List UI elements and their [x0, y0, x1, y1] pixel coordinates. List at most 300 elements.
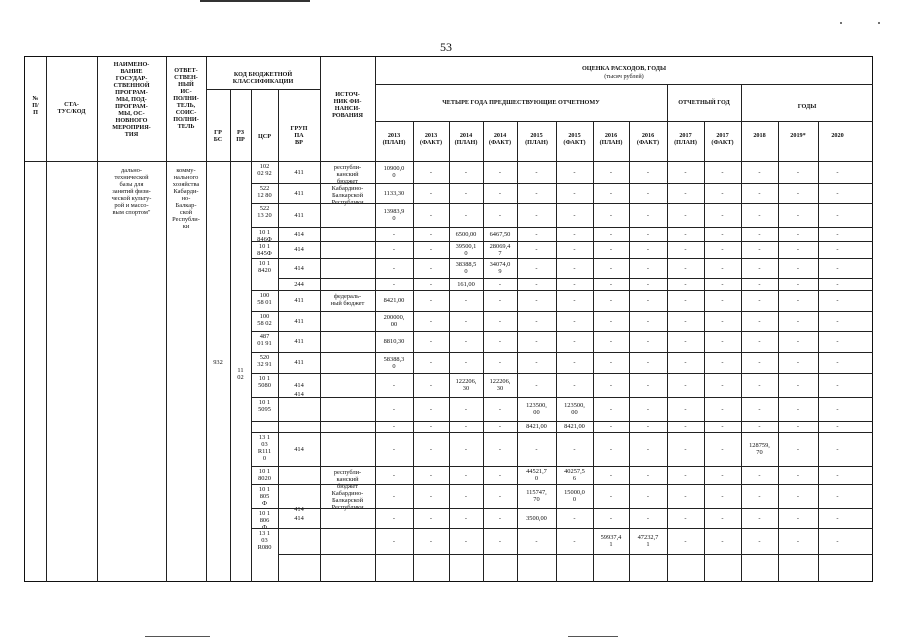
col-name-header: НАИМЕНО- ВАНИЕ ГОСУДАР- СТВЕННОЙ ПРОГРАМ- МЫ, ПОД- ПРОГРАМ- МЫ, ОС- НОВНОГО МЕРОПРИЯ- ТИЯ — [112, 61, 151, 138]
amount-cell: - — [498, 423, 502, 430]
amount-cell: - — [646, 492, 650, 500]
amount-cell: 34074,0 9 — [489, 261, 511, 275]
amount-cell: - — [429, 471, 433, 479]
amount-cell: - — [609, 280, 613, 288]
amount-cell: - — [836, 492, 839, 500]
amount-cell: - — [498, 471, 502, 479]
amount-cell: - — [392, 537, 396, 545]
amount-cell: 3500,00 — [526, 514, 547, 522]
amount-cell: - — [573, 359, 576, 366]
csr-code: 520 32 91 — [257, 354, 272, 368]
amount-cell: 40257,5 6 — [564, 468, 585, 482]
corner-dot — [840, 22, 842, 24]
grid-line — [251, 290, 278, 291]
col-estimate-header: ОЦЕНКА РАСХОДОВ, ГОДЫ — [581, 65, 667, 72]
amount-cell: - — [836, 280, 839, 288]
grid-line — [278, 203, 873, 204]
amount-cell: - — [429, 230, 433, 238]
amount-cell: - — [609, 471, 613, 479]
year-header: 2019* — [790, 132, 806, 139]
csr-code: 522 13 20 — [257, 205, 272, 219]
amount-cell: - — [429, 405, 433, 413]
amount-cell: - — [684, 264, 687, 272]
amount-cell: 8810,30 — [383, 338, 405, 345]
amount-cell: - — [758, 405, 761, 413]
amount-cell: 122206, 30 — [489, 378, 511, 392]
amount-cell: - — [684, 246, 687, 253]
amount-cell: - — [721, 359, 724, 366]
year-header: 2017 (ФАКТ) — [711, 132, 734, 146]
amount-cell: - — [464, 492, 468, 500]
amount-cell: 6500,00 — [455, 230, 477, 238]
amount-cell: - — [535, 359, 538, 366]
amount-cell: - — [721, 423, 724, 430]
vr-code: 414 — [294, 230, 304, 238]
grid-line — [251, 203, 278, 204]
grid-line — [251, 311, 278, 312]
amount-cell: - — [796, 317, 800, 325]
funding-source: федераль- ный бюджет — [330, 293, 365, 307]
vr-code: 414 — [294, 246, 304, 253]
amount-cell: - — [684, 230, 687, 238]
csr-code: 100 58 01 — [257, 292, 272, 306]
vr-code: 411 — [294, 297, 304, 304]
amount-cell: - — [796, 514, 800, 522]
amount-cell: - — [836, 405, 839, 413]
amount-cell: - — [392, 423, 396, 430]
amount-cell: - — [721, 514, 724, 522]
amount-cell: 10900,0 0 — [383, 165, 405, 179]
csr-code: 10 1 806 Ф — [258, 510, 271, 531]
amount-cell: - — [721, 381, 724, 389]
amount-cell: 1133,30 — [383, 189, 405, 197]
vr-code: 414 — [294, 445, 304, 453]
amount-cell: - — [646, 423, 650, 430]
grid-line — [251, 528, 278, 529]
amount-cell: - — [646, 338, 650, 345]
amount-cell: - — [609, 492, 613, 500]
amount-cell: - — [836, 211, 839, 219]
amount-cell: - — [721, 492, 724, 500]
grid-line — [251, 227, 278, 228]
amount-cell: - — [392, 471, 396, 479]
amount-cell: - — [464, 168, 468, 176]
amount-cell: - — [609, 514, 613, 522]
amount-cell: - — [573, 445, 576, 453]
page-number: 53 — [440, 40, 452, 54]
vr-code: 244 — [294, 280, 304, 288]
amount-cell: - — [684, 537, 687, 545]
grid-line — [278, 290, 873, 291]
amount-cell: - — [836, 514, 839, 522]
amount-cell: - — [721, 280, 724, 288]
amount-cell: - — [684, 381, 687, 389]
grid-line — [278, 528, 873, 529]
amount-cell: - — [758, 471, 761, 479]
amount-cell: - — [796, 471, 800, 479]
amount-cell: - — [609, 264, 613, 272]
bottom-edge-mark — [145, 636, 210, 637]
grid-line — [375, 84, 873, 85]
amount-cell: - — [535, 537, 538, 545]
year-header: 2014 (ФАКТ) — [488, 132, 512, 146]
amount-cell: 123500, 00 — [564, 402, 585, 416]
grid-line — [251, 241, 278, 242]
amount-cell: - — [573, 317, 576, 325]
year-header: 2013 (ФАКТ) — [419, 132, 443, 146]
amount-cell: - — [429, 246, 433, 253]
amount-cell: - — [429, 492, 433, 500]
amount-cell: - — [573, 297, 576, 304]
amount-cell: - — [796, 338, 800, 345]
amount-cell: - — [721, 189, 724, 197]
amount-cell: - — [498, 445, 502, 453]
amount-cell: - — [498, 280, 502, 288]
amount-cell: - — [498, 405, 502, 413]
amount-cell: - — [758, 297, 761, 304]
amount-cell: - — [796, 297, 800, 304]
amount-cell: - — [609, 381, 613, 389]
amount-cell: - — [464, 189, 468, 197]
grid-line — [278, 278, 873, 279]
amount-cell: - — [758, 537, 761, 545]
amount-cell: - — [573, 514, 576, 522]
amount-cell: - — [758, 317, 761, 325]
amount-cell: - — [392, 445, 396, 453]
amount-cell: - — [429, 317, 433, 325]
amount-cell: 115747, 70 — [526, 489, 547, 503]
amount-cell: - — [429, 514, 433, 522]
grid-line — [278, 331, 873, 332]
grid-line — [251, 161, 278, 162]
amount-cell: - — [836, 423, 839, 430]
amount-cell: - — [573, 246, 576, 253]
amount-cell: 28069,4 7 — [489, 242, 511, 257]
amount-cell: 128759, 70 — [749, 442, 770, 456]
amount-cell: - — [464, 471, 468, 479]
amount-cell: 200000, 00 — [383, 314, 405, 328]
amount-cell: 8421,00 — [526, 423, 547, 430]
year-header: 2020 — [831, 132, 844, 139]
amount-cell: - — [429, 168, 433, 176]
amount-cell: - — [429, 423, 433, 430]
amount-cell: - — [464, 297, 468, 304]
amount-cell: - — [758, 338, 761, 345]
amount-cell: - — [758, 264, 761, 272]
amount-cell: - — [609, 246, 613, 253]
amount-cell: - — [684, 492, 687, 500]
vr-code: 411 — [294, 317, 304, 325]
amount-cell: - — [609, 297, 613, 304]
grid-line — [278, 554, 873, 555]
amount-cell: - — [721, 471, 724, 479]
grid-line — [251, 397, 278, 398]
corner-dot — [878, 22, 880, 24]
grid-line — [278, 311, 873, 312]
amount-cell: - — [796, 423, 800, 430]
amount-cell: - — [721, 211, 724, 219]
amount-cell: - — [392, 264, 396, 272]
vr-code: 414 — [294, 381, 304, 389]
csr-code: 487 01 91 — [257, 333, 272, 347]
grid-line — [166, 57, 167, 582]
amount-cell: - — [573, 189, 576, 197]
amount-cell: - — [758, 381, 761, 389]
col-source-header: ИСТОЧ- НИК ФИ- НАНСИ- РОВАНИЯ — [332, 91, 363, 119]
grid-line — [278, 466, 873, 467]
csr-code: 13 1 03 R111 0 — [257, 434, 272, 462]
grid-line — [278, 373, 873, 374]
amount-cell: - — [721, 317, 724, 325]
csr-code: 10 1 5080 — [258, 375, 271, 389]
csr-code: 10 1 846Ф — [257, 229, 272, 243]
amount-cell: - — [646, 230, 650, 238]
amount-cell: - — [758, 168, 761, 176]
csr-code: 10 1 805 Ф — [258, 486, 271, 507]
amount-cell: - — [796, 280, 800, 288]
col-report-year-header: ОТЧЕТНЫЙ ГОД — [678, 99, 730, 106]
amount-cell: - — [836, 317, 839, 325]
amount-cell: - — [684, 445, 687, 453]
amount-cell: - — [684, 471, 687, 479]
amount-cell: - — [646, 280, 650, 288]
amount-cell: - — [684, 514, 687, 522]
grid-line — [251, 183, 278, 184]
amount-cell: - — [684, 189, 687, 197]
year-header: 2015 (ПЛАН) — [525, 132, 548, 146]
amount-cell: - — [535, 381, 538, 389]
grid-line — [278, 397, 873, 398]
amount-cell: - — [796, 537, 800, 545]
amount-cell: - — [429, 338, 433, 345]
amount-cell: - — [836, 338, 839, 345]
col-grbs-header: ГР БС — [213, 129, 223, 143]
amount-cell: - — [535, 317, 538, 325]
amount-cell: - — [796, 246, 800, 253]
grid-line — [278, 258, 873, 259]
grid-line — [278, 484, 873, 485]
csr-code: 102 02 92 — [257, 163, 272, 177]
amount-cell: - — [392, 514, 396, 522]
amount-cell: - — [684, 211, 687, 219]
amount-cell: - — [429, 189, 433, 197]
amount-cell: - — [684, 168, 687, 176]
amount-cell: - — [796, 359, 800, 366]
grbs-code: 932 — [213, 359, 223, 366]
amount-cell: - — [392, 246, 396, 253]
col-four-years-header: ЧЕТЫРЕ ГОДА ПРЕДШЕСТВУЮЩИЕ ОТЧЕТНОМУ — [442, 99, 600, 106]
amount-cell: - — [721, 445, 724, 453]
vr-code: 414 — [294, 264, 304, 272]
amount-cell: - — [609, 189, 613, 197]
amount-cell: - — [392, 492, 396, 500]
amount-cell: - — [758, 230, 761, 238]
amount-cell: - — [836, 445, 839, 453]
amount-cell: - — [464, 445, 468, 453]
csr-code: 10 1 845Ф — [257, 243, 272, 257]
amount-cell: - — [646, 211, 650, 219]
bottom-edge-mark — [568, 636, 618, 637]
amount-cell: 38388,5 0 — [455, 261, 477, 275]
amount-cell: - — [836, 264, 839, 272]
amount-cell: - — [573, 168, 576, 176]
amount-cell: - — [836, 246, 839, 253]
amount-cell: - — [684, 280, 687, 288]
grid-line — [278, 421, 873, 422]
amount-cell: - — [721, 230, 724, 238]
vr-code: 411 — [294, 338, 304, 345]
csr-code: 13 1 03 R080 — [257, 530, 272, 551]
amount-cell: - — [609, 423, 613, 430]
amount-cell: - — [464, 423, 468, 430]
year-header: 2018 — [753, 132, 766, 139]
amount-cell: - — [464, 317, 468, 325]
amount-cell: 8421,00 — [383, 297, 405, 304]
grid-line — [251, 484, 278, 485]
col-estimate-unit: (тысяч рублей) — [604, 73, 644, 80]
amount-cell: - — [573, 338, 576, 345]
grid-line — [46, 57, 47, 582]
year-header: 2016 (ПЛАН) — [599, 132, 623, 146]
amount-cell: - — [646, 359, 650, 366]
amount-cell: - — [573, 211, 576, 219]
amount-cell: - — [758, 246, 761, 253]
amount-cell: - — [796, 492, 800, 500]
amount-cell: - — [535, 189, 538, 197]
amount-cell: - — [464, 211, 468, 219]
amount-cell: - — [646, 405, 650, 413]
amount-cell: - — [758, 189, 761, 197]
amount-cell: - — [721, 297, 724, 304]
amount-cell: - — [684, 297, 687, 304]
amount-cell: - — [498, 211, 502, 219]
amount-cell: - — [796, 405, 800, 413]
amount-cell: - — [498, 492, 502, 500]
amount-cell: - — [609, 405, 613, 413]
amount-cell: - — [836, 297, 839, 304]
amount-cell: - — [573, 230, 576, 238]
amount-cell: - — [535, 230, 538, 238]
csr-code: 100 58 02 — [257, 313, 272, 327]
amount-cell: - — [646, 471, 650, 479]
grid-line — [251, 258, 278, 259]
amount-cell: 44521,7 0 — [526, 468, 547, 482]
grid-line — [206, 89, 320, 90]
amount-cell: - — [429, 211, 433, 219]
amount-cell: 123500, 00 — [526, 402, 547, 416]
grid-line — [251, 432, 278, 433]
amount-cell: - — [429, 537, 433, 545]
amount-cell: - — [609, 317, 613, 325]
amount-cell: - — [429, 381, 433, 389]
rzpr-code: 11 02 — [237, 367, 244, 381]
amount-cell: - — [796, 264, 800, 272]
amount-cell: - — [498, 189, 502, 197]
amount-cell: - — [464, 514, 468, 522]
funding-source: республи- канский бюджет Кабардино- Балкарской Республики — [331, 164, 364, 206]
amount-cell: - — [498, 317, 502, 325]
grid-line — [278, 241, 873, 242]
amount-cell: - — [836, 189, 839, 197]
amount-cell: - — [429, 280, 433, 288]
amount-cell: - — [535, 445, 538, 453]
amount-cell: - — [646, 189, 650, 197]
amount-cell: - — [684, 317, 687, 325]
amount-cell: - — [684, 359, 687, 366]
amount-cell: - — [796, 381, 800, 389]
amount-cell: 13983,9 0 — [383, 208, 405, 222]
amount-cell: - — [573, 537, 576, 545]
amount-cell: - — [758, 211, 761, 219]
amount-cell: - — [573, 264, 576, 272]
amount-cell: - — [535, 211, 538, 219]
amount-cell: - — [464, 537, 468, 545]
amount-cell: - — [609, 230, 613, 238]
amount-cell: - — [836, 471, 839, 479]
amount-cell: - — [535, 246, 538, 253]
grid-line — [251, 352, 278, 353]
amount-cell: - — [609, 338, 613, 345]
amount-cell: - — [464, 405, 468, 413]
amount-cell: - — [796, 168, 800, 176]
amount-cell: - — [429, 264, 433, 272]
amount-cell: - — [609, 445, 613, 453]
responsible-executor: комму- нального хозяйства Кабарди- но- Балкар- ской Республи- ки — [172, 167, 200, 230]
csr-code: 522 12 80 — [257, 185, 272, 199]
amount-cell: - — [721, 338, 724, 345]
amount-cell: - — [464, 359, 468, 366]
amount-cell: - — [721, 264, 724, 272]
amount-cell: 47232,7 1 — [637, 534, 659, 548]
csr-code: 10 1 8020 — [258, 468, 271, 482]
amount-cell: 6467,50 — [489, 230, 511, 238]
vr-code: 411 — [294, 168, 304, 176]
amount-cell: - — [646, 381, 650, 389]
program-name: дально- технической базы для занятий физи- ческой культу- рой и массо- вым спортом" — [111, 167, 152, 216]
amount-cell: - — [836, 381, 839, 389]
grid-line — [278, 432, 873, 433]
col-years-header: ГОДЫ — [797, 103, 817, 110]
amount-cell: - — [646, 445, 650, 453]
amount-cell: - — [429, 359, 433, 366]
top-edge-mark — [200, 0, 310, 2]
amount-cell: - — [429, 445, 433, 453]
year-header: 2014 (ПЛАН) — [454, 132, 478, 146]
vr-code: 414 — [294, 391, 304, 398]
amount-cell: - — [646, 514, 650, 522]
amount-cell: - — [646, 246, 650, 253]
amount-cell: 59937,4 1 — [600, 534, 622, 548]
amount-cell: - — [796, 189, 800, 197]
vr-code: 414 — [294, 514, 304, 522]
amount-cell: - — [836, 230, 839, 238]
amount-cell: - — [721, 246, 724, 253]
grid-line — [230, 89, 231, 582]
amount-cell: - — [721, 405, 724, 413]
amount-cell: - — [646, 317, 650, 325]
vr-code: 411 — [294, 211, 304, 219]
amount-cell: - — [498, 338, 502, 345]
amount-cell: - — [684, 338, 687, 345]
amount-cell: 161,00 — [457, 280, 475, 288]
col-resp-header: ОТВЕТ- СТВЕН- НЫЙ ИС- ПОЛНИ- ТЕЛЬ, СОИС- ПОЛНИ- ТЕЛЬ — [173, 67, 199, 130]
amount-cell: - — [498, 537, 502, 545]
funding-source: республи- канский бюджет Кабардино- Балкарской Республики — [331, 469, 364, 511]
amount-cell: - — [573, 381, 576, 389]
col-num-header: № П/ П — [32, 95, 39, 116]
amount-cell: - — [836, 168, 839, 176]
amount-cell: 122206, 30 — [455, 378, 477, 392]
